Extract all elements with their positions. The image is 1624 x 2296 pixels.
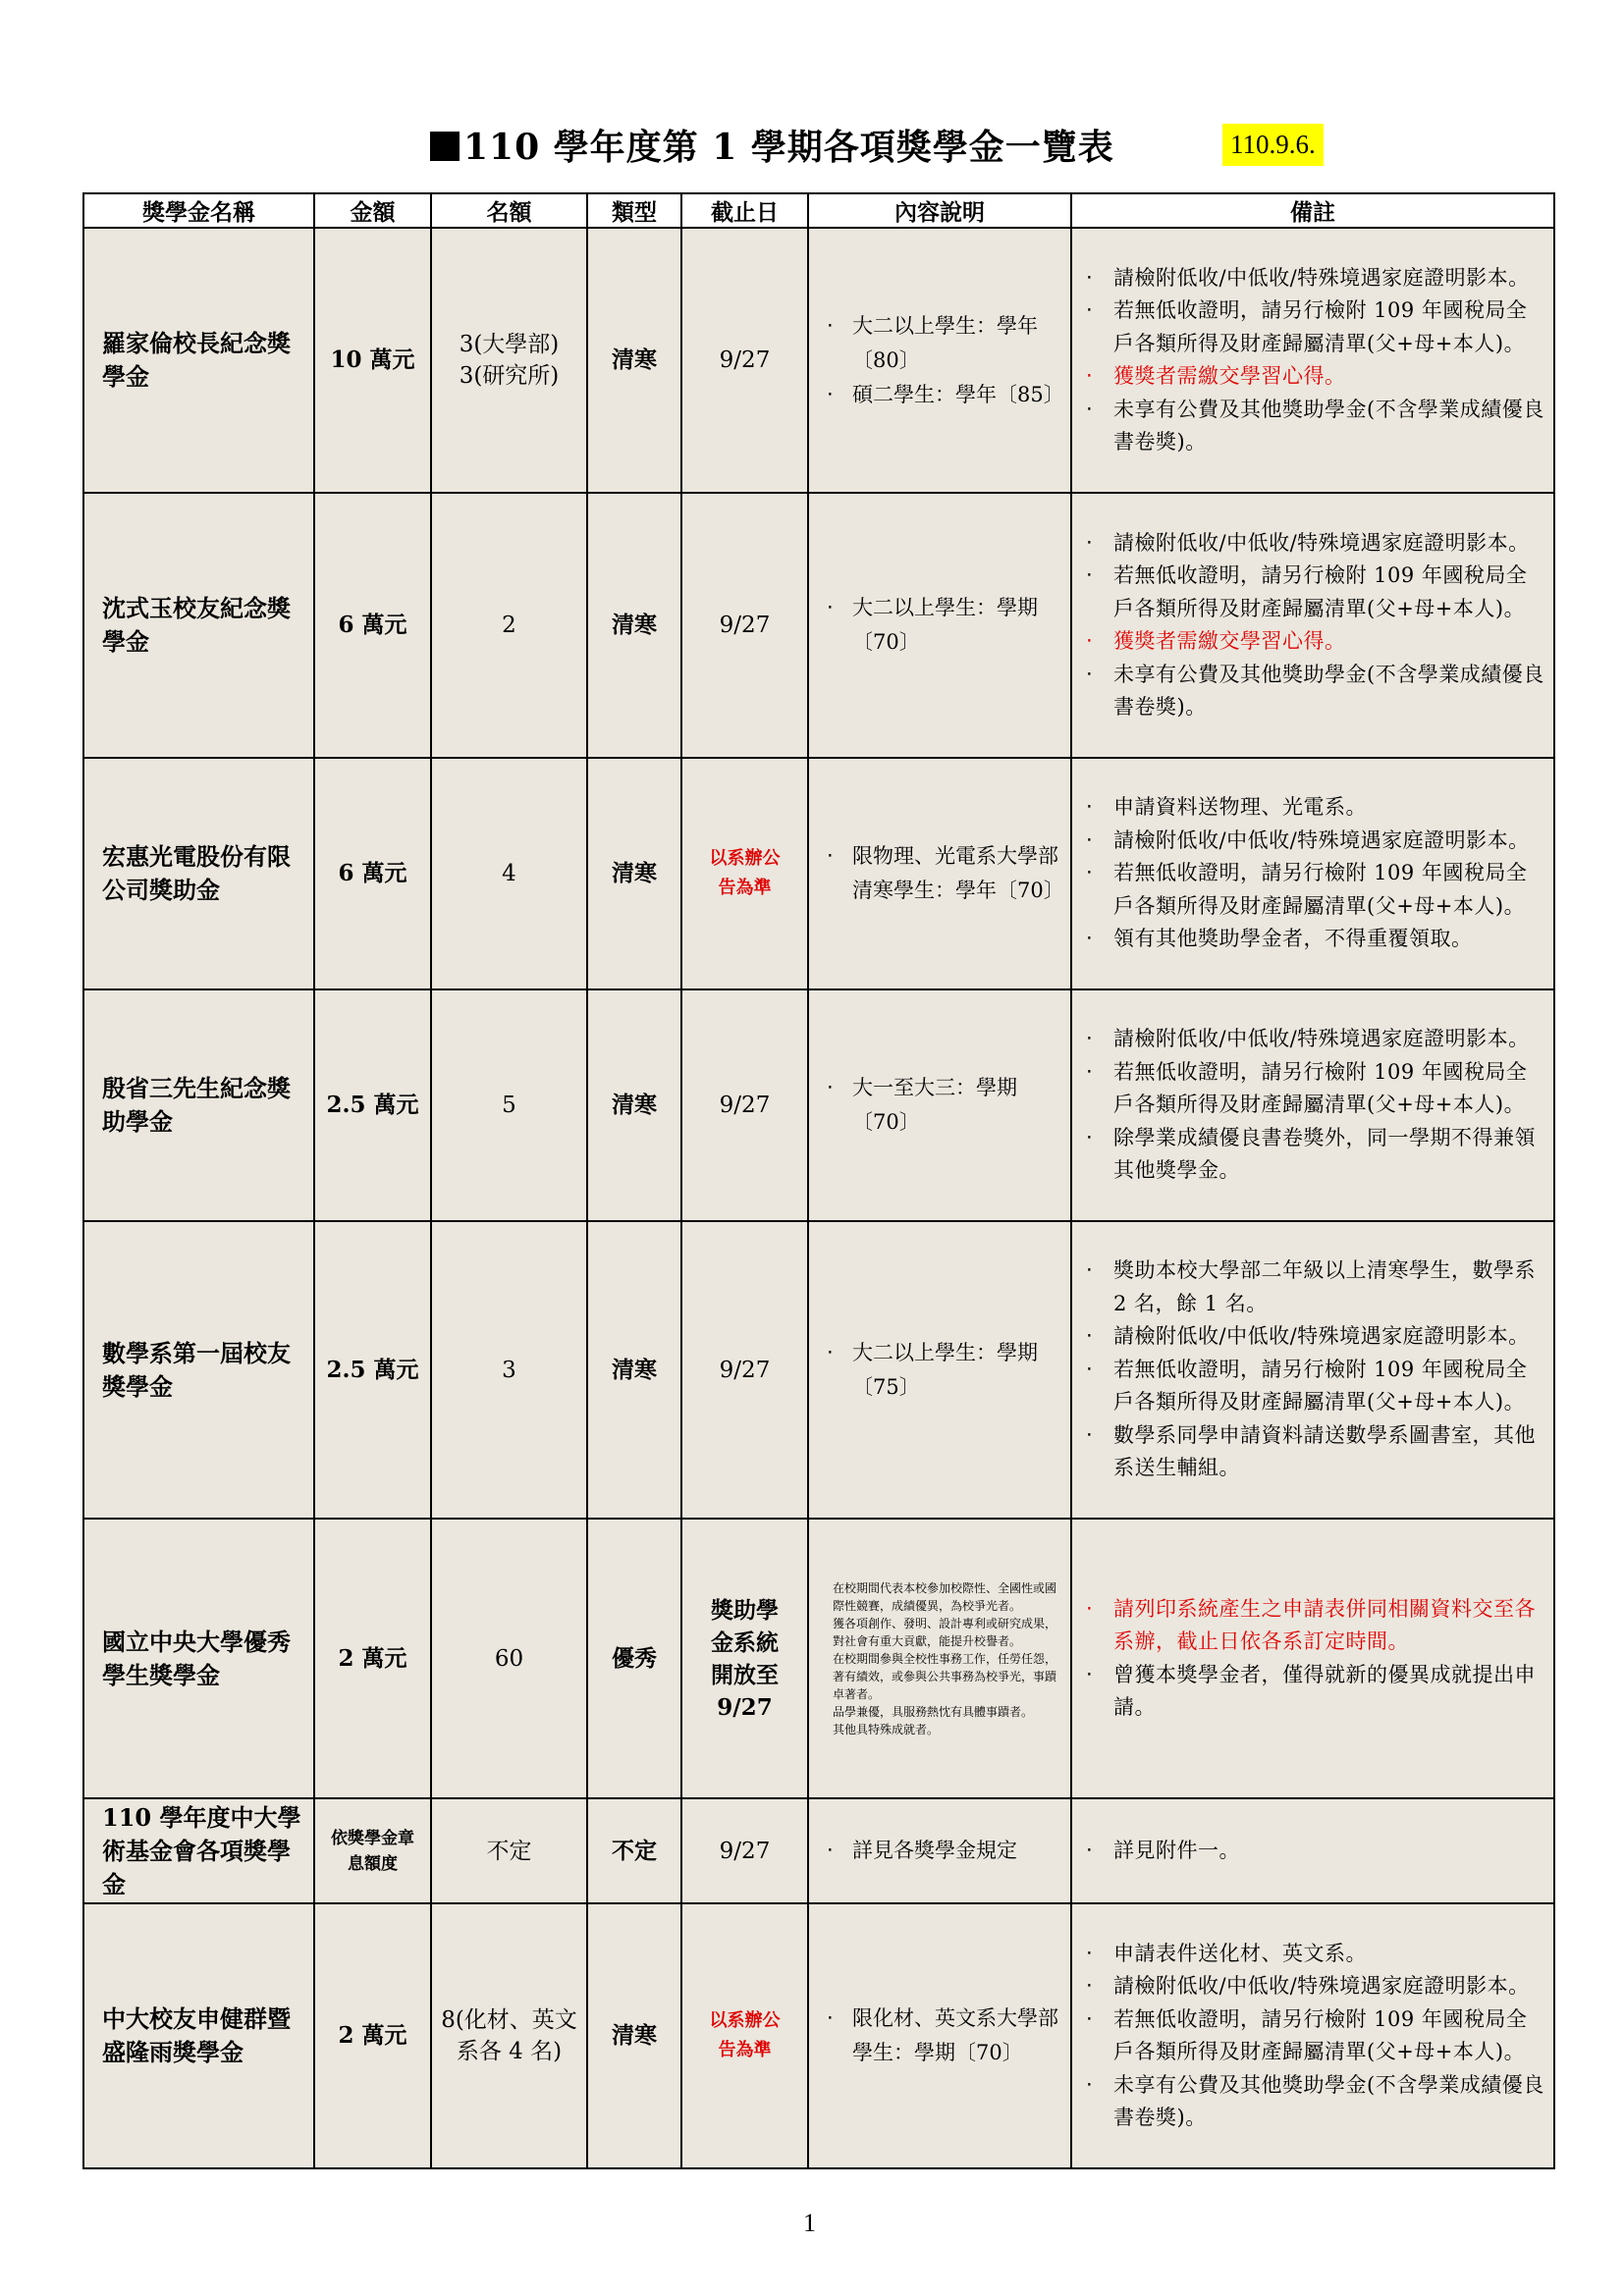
- note-item: ‧ 詳見附件一。: [1082, 1835, 1547, 1868]
- content-cell: [808, 1903, 1071, 2168]
- header-deadline: 截止日: [681, 193, 808, 228]
- content-item: 其他具特殊成就者。: [833, 1722, 940, 1736]
- note-item: ‧ 未享有公費及其他獎助學金(不含學業成績優良書卷獎)。: [1082, 659, 1547, 724]
- black-square-icon: [430, 132, 460, 161]
- header-type: 類型: [587, 193, 681, 228]
- content-item: 在校期間參與全校性事務工作，任勞任怨，著有績效，或參與公共事務為校爭光，事蹟卓著者。: [833, 1651, 1057, 1701]
- note-item: ‧ 若無低收證明，請另行檢附 109 年國稅局全戶各類所得及財產歸屬清單(父+母+本人)。: [1082, 560, 1547, 625]
- scholarship-name: 宏惠光電股份有限公司獎助金: [83, 758, 314, 989]
- notes-cell: [1071, 1903, 1554, 2168]
- content-item: ‧ 大二以上學生：學年〔80〕: [827, 309, 1062, 378]
- amount-cell: 6 萬元: [314, 493, 431, 758]
- note-item: ‧ 請檢附低收/中低收/特殊境遇家庭證明影本。: [1082, 527, 1547, 561]
- notes-cell: [1071, 493, 1554, 758]
- amount-cell: 6 萬元: [314, 758, 431, 989]
- quota-cell: 2: [431, 493, 587, 758]
- quota-cell: 8(化材、英文系各 4 名): [431, 1903, 587, 2168]
- content-item: ‧ 詳見各獎學金規定: [827, 1834, 1062, 1868]
- scholarship-name: 殷省三先生紀念獎助學金: [83, 989, 314, 1221]
- scholarship-name: 沈式玉校友紀念獎學金: [83, 493, 314, 758]
- header-name: 獎學金名稱: [83, 193, 314, 228]
- note-item: ‧ 獲獎者需繳交學習心得。: [1082, 625, 1547, 659]
- deadline-cell: 以系辦公告為準: [681, 1903, 808, 2168]
- note-item: ‧ 若無低收證明，請另行檢附 109 年國稅局全戶各類所得及財產歸屬清單(父+母+本人)。: [1082, 294, 1547, 360]
- notes-cell: [1071, 758, 1554, 989]
- content-cell: [808, 758, 1071, 989]
- page-title: [430, 120, 1114, 170]
- amount-cell: 2.5 萬元: [314, 1221, 431, 1519]
- content-item: ‧ 大二以上學生：學期〔70〕: [827, 591, 1062, 660]
- content-cell: [808, 989, 1071, 1221]
- note-item: ‧ 請檢附低收/中低收/特殊境遇家庭證明影本。: [1082, 1023, 1547, 1056]
- date-badge: 110.9.6.: [1222, 124, 1324, 166]
- scholarship-name: 中大校友申健群暨盛隆雨獎學金: [83, 1903, 314, 2168]
- amount-cell: 2.5 萬元: [314, 989, 431, 1221]
- content-item: ‧ 碩二學生：學年〔85〕: [827, 378, 1062, 412]
- amount-cell: 10 萬元: [314, 228, 431, 493]
- table-row: [83, 1798, 1554, 1903]
- table-row: [83, 1221, 1554, 1519]
- table-row: [83, 989, 1554, 1221]
- quota-cell: 4: [431, 758, 587, 989]
- notes-cell: [1071, 228, 1554, 493]
- content-item: 品學兼優，具服務熱忱有具體事蹟者。: [833, 1704, 1034, 1719]
- note-item: ‧ 申請表件送化材、英文系。: [1082, 1938, 1547, 1971]
- notes-cell: [1071, 989, 1554, 1221]
- note-item: ‧ 獎助本校大學部二年級以上清寒學生，數學系 2 名，餘 1 名。: [1082, 1255, 1547, 1320]
- note-item: ‧ 曾獲本獎學金者，僅得就新的優異成就提出申請。: [1082, 1659, 1547, 1725]
- content-cell: [808, 228, 1071, 493]
- quota-cell: 60: [431, 1519, 587, 1798]
- notes-cell: [1071, 1221, 1554, 1519]
- note-item: ‧ 數學系同學申請資料請送數學系圖書室，其他系送生輔組。: [1082, 1419, 1547, 1485]
- note-item: ‧ 若無低收證明，請另行檢附 109 年國稅局全戶各類所得及財產歸屬清單(父+母+本人)。: [1082, 1056, 1547, 1122]
- note-item: ‧ 未享有公費及其他獎助學金(不含學業成績優良書卷獎)。: [1082, 2069, 1547, 2135]
- notes-cell: [1071, 1798, 1554, 1903]
- deadline-cell: 9/27: [681, 1798, 808, 1903]
- deadline-cell: 9/27: [681, 493, 808, 758]
- quota-cell: 不定: [431, 1798, 587, 1903]
- note-item: ‧ 領有其他獎助學金者，不得重覆領取。: [1082, 923, 1547, 956]
- scholarship-name: 數學系第一屆校友獎學金: [83, 1221, 314, 1519]
- note-item: ‧ 若無低收證明，請另行檢附 109 年國稅局全戶各類所得及財產歸屬清單(父+母+本人)。: [1082, 857, 1547, 923]
- deadline-cell: 9/27: [681, 228, 808, 493]
- table-row: [83, 758, 1554, 989]
- table-row: [83, 1903, 1554, 2168]
- note-item: ‧ 若無低收證明，請另行檢附 109 年國稅局全戶各類所得及財產歸屬清單(父+母+本人)。: [1082, 1354, 1547, 1419]
- note-item: ‧ 除學業成績優良書卷獎外，同一學期不得兼領其他獎學金。: [1082, 1122, 1547, 1188]
- type-cell: 清寒: [587, 1221, 681, 1519]
- title-row: [0, 116, 1624, 175]
- content-cell: [808, 1519, 1071, 1798]
- type-cell: 清寒: [587, 1903, 681, 2168]
- note-item: ‧ 請檢附低收/中低收/特殊境遇家庭證明影本。: [1082, 1320, 1547, 1354]
- content-cell: [808, 1221, 1071, 1519]
- note-item: ‧ 申請資料送物理、光電系。: [1082, 791, 1547, 825]
- scholarship-name: 110 學年度中大學術基金會各項獎學金: [83, 1798, 314, 1903]
- note-item: ‧ 獲獎者需繳交學習心得。: [1082, 360, 1547, 394]
- deadline-cell: 9/27: [681, 1221, 808, 1519]
- header-amount: 金額: [314, 193, 431, 228]
- quota-cell: 5: [431, 989, 587, 1221]
- deadline-cell: 以系辦公告為準: [681, 758, 808, 989]
- header-quota: 名額: [431, 193, 587, 228]
- quota-cell: 3: [431, 1221, 587, 1519]
- type-cell: 清寒: [587, 493, 681, 758]
- type-cell: 清寒: [587, 228, 681, 493]
- table-row: [83, 1519, 1554, 1798]
- deadline-cell: 獎助學金系統開放至 9/27: [681, 1519, 808, 1798]
- type-cell: 清寒: [587, 989, 681, 1221]
- note-item: ‧ 若無低收證明，請另行檢附 109 年國稅局全戶各類所得及財產歸屬清單(父+母+本人)。: [1082, 2003, 1547, 2069]
- table-header-row: [83, 193, 1554, 228]
- content-item: ‧ 限化材、英文系大學部學生：學期〔70〕: [827, 2002, 1062, 2070]
- content-item: ‧ 限物理、光電系大學部清寒學生：學年〔70〕: [827, 839, 1062, 908]
- content-item: ‧ 大二以上學生：學期〔75〕: [827, 1336, 1062, 1405]
- table-row: [83, 228, 1554, 493]
- quota-cell: 3(大學部) 3(研究所): [431, 228, 587, 493]
- content-item: ‧ 大一至大三：學期〔70〕: [827, 1071, 1062, 1140]
- notes-cell: [1071, 1519, 1554, 1798]
- amount-cell: 2 萬元: [314, 1903, 431, 2168]
- header-notes: 備註: [1071, 193, 1554, 228]
- content-item: 在校期間代表本校參加校際性、全國性或國際性競賽，成績優異，為校爭光者。: [833, 1580, 1057, 1613]
- type-cell: 優秀: [587, 1519, 681, 1798]
- note-item: ‧ 請檢附低收/中低收/特殊境遇家庭證明影本。: [1082, 262, 1547, 295]
- page-title-text: 110 學年度第 1 學期各項獎學金一覽表: [463, 127, 1114, 168]
- content-cell: [808, 1798, 1071, 1903]
- note-item: ‧ 請列印系統產生之申請表併同相關資料交至各系辦，截止日依各系訂定時間。: [1082, 1593, 1547, 1659]
- amount-cell: 依獎學金章息額度: [314, 1798, 431, 1903]
- page-number: 1: [803, 2209, 816, 2237]
- type-cell: 清寒: [587, 758, 681, 989]
- header-content: 內容說明: [808, 193, 1071, 228]
- scholarship-table: [82, 192, 1555, 2169]
- type-cell: 不定: [587, 1798, 681, 1903]
- scholarship-name: 國立中央大學優秀學生獎學金: [83, 1519, 314, 1798]
- amount-cell: 2 萬元: [314, 1519, 431, 1798]
- scholarship-name: 羅家倫校長紀念獎學金: [83, 228, 314, 493]
- deadline-cell: 9/27: [681, 989, 808, 1221]
- note-item: ‧ 未享有公費及其他獎助學金(不含學業成績優良書卷獎)。: [1082, 394, 1547, 459]
- content-cell: [808, 493, 1071, 758]
- note-item: ‧ 請檢附低收/中低收/特殊境遇家庭證明影本。: [1082, 1970, 1547, 2003]
- note-item: ‧ 請檢附低收/中低收/特殊境遇家庭證明影本。: [1082, 825, 1547, 858]
- content-item: 獲各項創作、發明、設計專利或研究成果，對社會有重大貢獻，能提升校譽者。: [833, 1616, 1057, 1648]
- table-row: [83, 493, 1554, 758]
